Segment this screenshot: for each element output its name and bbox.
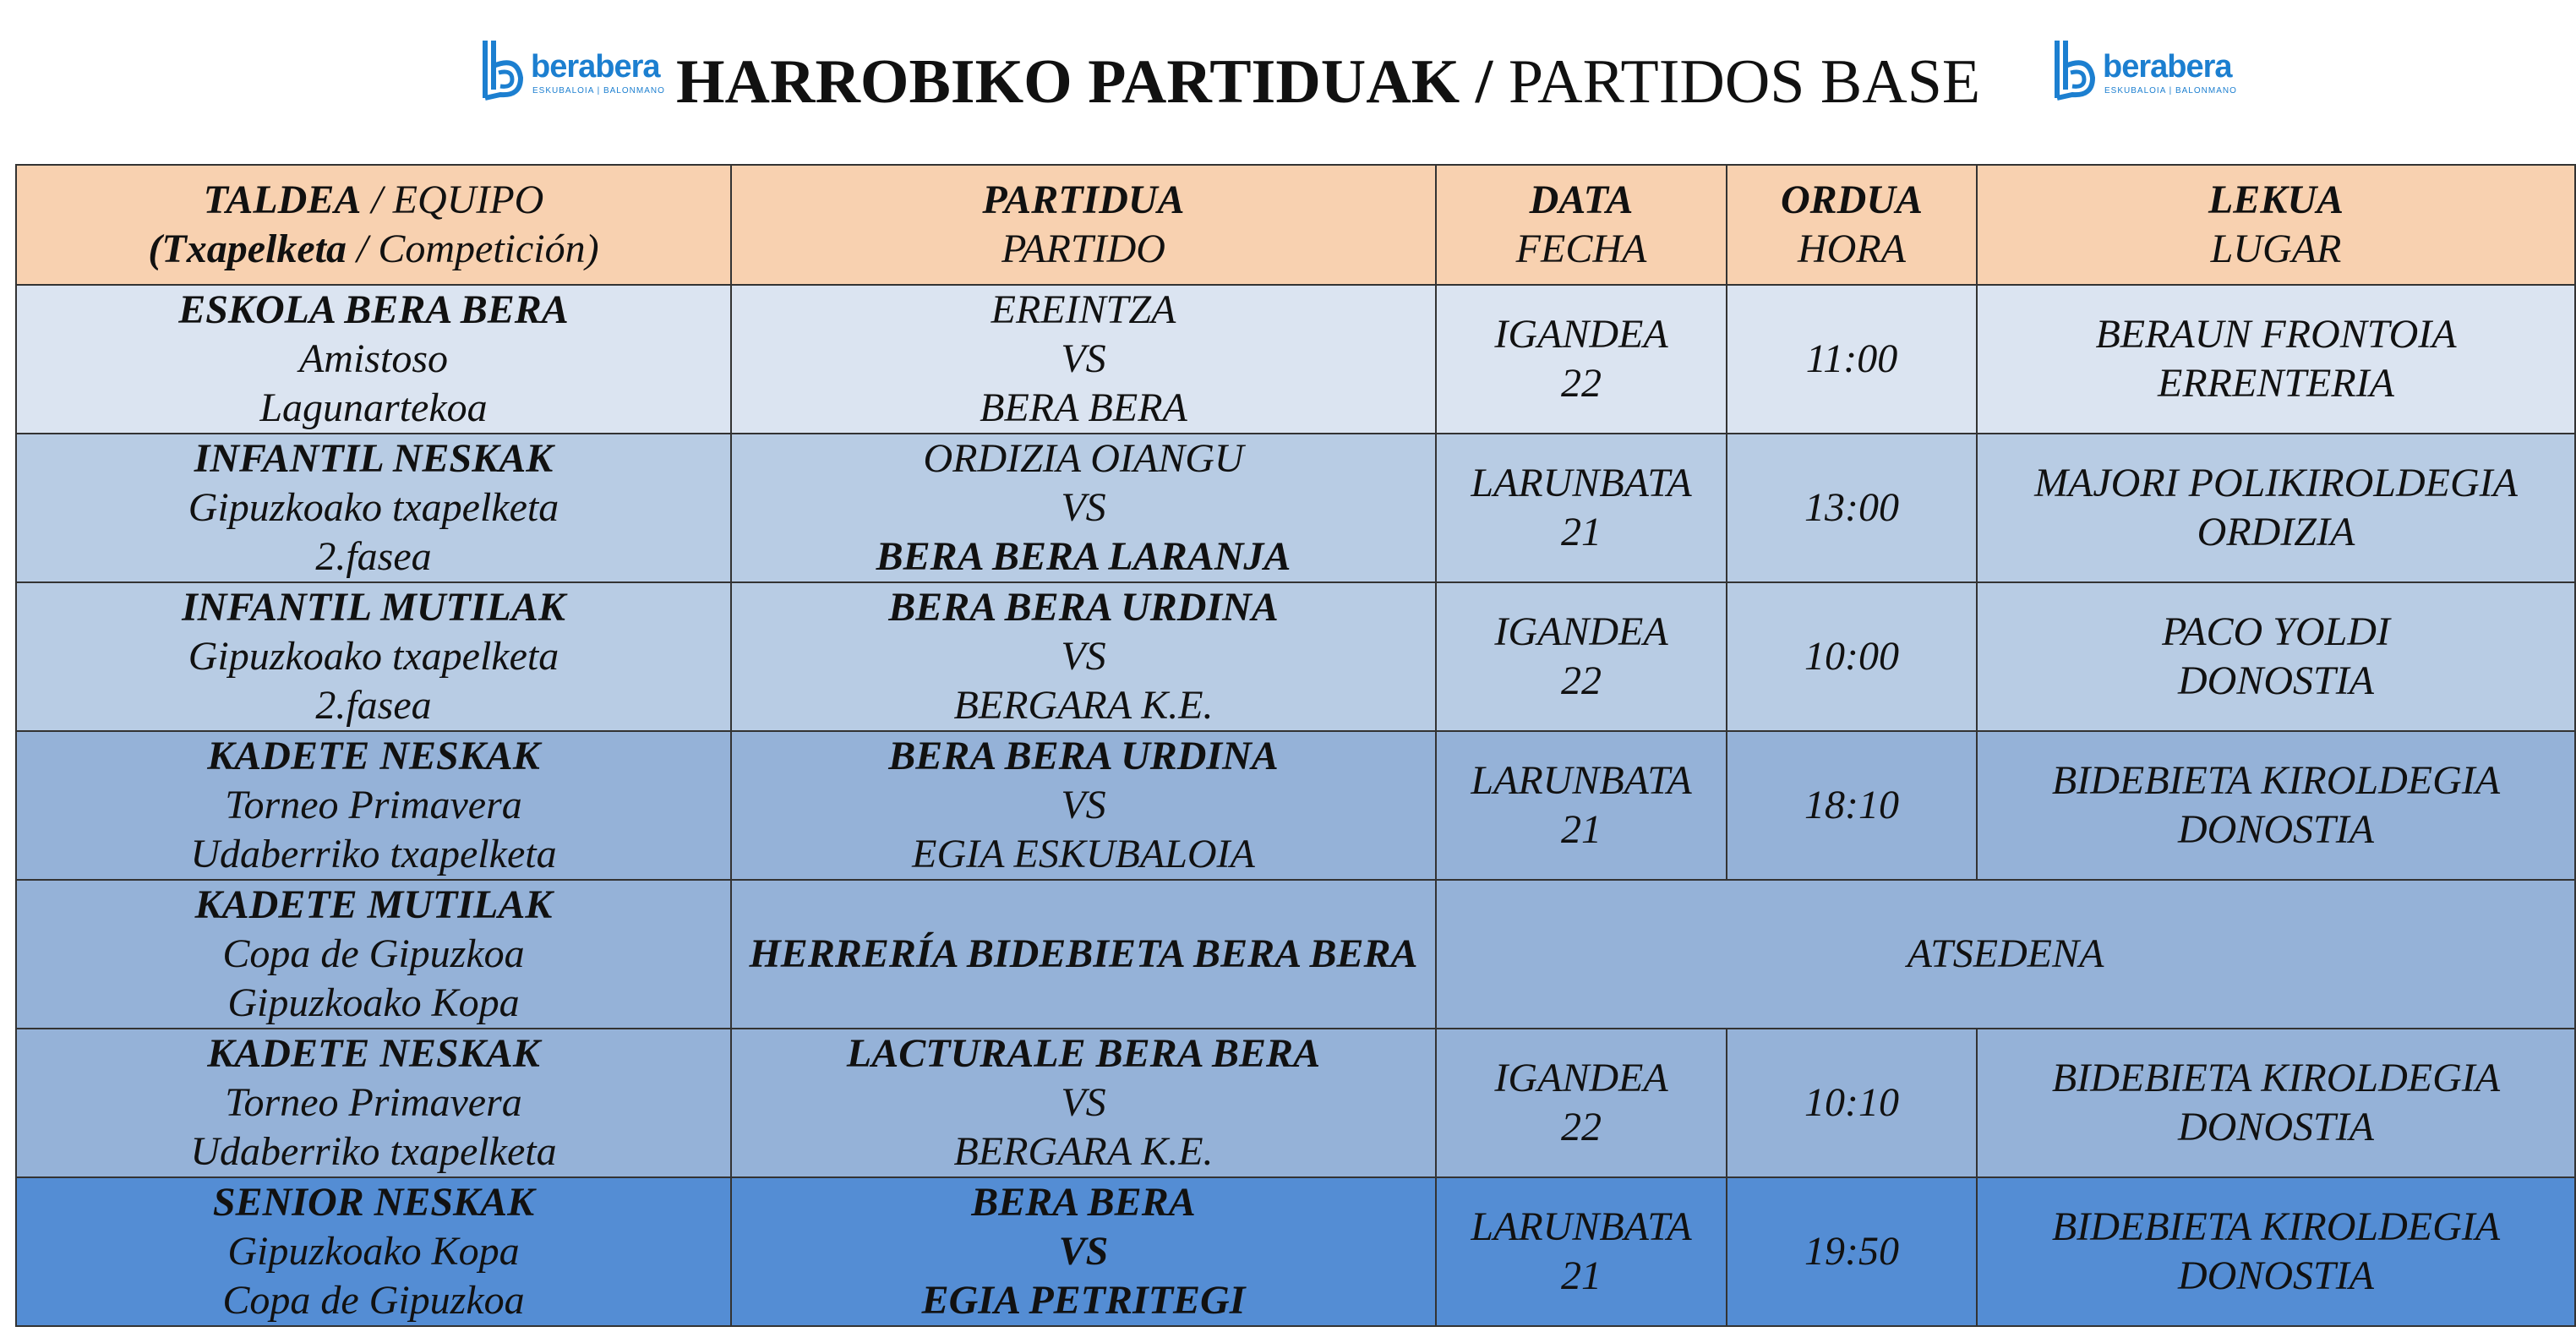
team-cell: ESKOLA BERA BERA Amistoso Lagunartekoa: [16, 285, 731, 434]
team-cell: SENIOR NESKAK Gipuzkoako Kopa Copa de Gipuzkoa: [16, 1177, 731, 1326]
logo-wordmark: berabera: [531, 49, 660, 85]
logo-subtitle: ESKUBALOIA | BALONMANO: [532, 86, 665, 96]
table-row: [16, 434, 2575, 582]
time-cell: 19:50: [1727, 1177, 1977, 1326]
table-row: [16, 731, 2575, 880]
table-row: [16, 880, 2575, 1029]
match-cell: BERA BERA VS EGIA PETRITEGI: [731, 1177, 1436, 1326]
date-cell: IGANDEA 22: [1436, 285, 1727, 434]
page-header: [0, 0, 2576, 161]
berabera-logo-right: [2052, 37, 2237, 101]
match-cell: ORDIZIA OIANGU VS BERA BERA LARANJA: [731, 434, 1436, 582]
table-row: [16, 285, 2575, 434]
header-date: DATA FECHA: [1436, 165, 1727, 285]
date-cell: LARUNBATA 21: [1436, 434, 1727, 582]
table-row: [16, 1177, 2575, 1326]
team-cell: INFANTIL MUTILAK Gipuzkoako txapelketa 2.fasea: [16, 582, 731, 731]
header-place: LEKUA LUGAR: [1977, 165, 2575, 285]
match-cell: LACTURALE BERA BERA VS BERGARA K.E.: [731, 1029, 1436, 1177]
place-cell: BIDEBIETA KIROLDEGIA DONOSTIA: [1977, 731, 2575, 880]
match-cell: HERRERÍA BIDEBIETA BERA BERA: [731, 880, 1436, 1029]
place-cell: PACO YOLDI DONOSTIA: [1977, 582, 2575, 731]
logo-subtitle: ESKUBALOIA | BALONMANO: [2104, 86, 2237, 96]
table-row: [16, 582, 2575, 731]
place-cell: MAJORI POLIKIROLDEGIA ORDIZIA: [1977, 434, 2575, 582]
time-cell: 13:00: [1727, 434, 1977, 582]
place-cell: BIDEBIETA KIROLDEGIA DONOSTIA: [1977, 1029, 2575, 1177]
date-cell: LARUNBATA 21: [1436, 731, 1727, 880]
header-team: TALDEA / EQUIPO (Txapelketa / Competición): [16, 165, 731, 285]
header-match: PARTIDUA PARTIDO: [731, 165, 1436, 285]
logo-wordmark: berabera: [2103, 49, 2232, 85]
header-time: ORDUA HORA: [1727, 165, 1977, 285]
place-cell: BIDEBIETA KIROLDEGIA DONOSTIA: [1977, 1177, 2575, 1326]
time-cell: 10:00: [1727, 582, 1977, 731]
table-header-row: [16, 165, 2575, 285]
berabera-logo-left: [480, 37, 665, 101]
time-cell: 11:00: [1727, 285, 1977, 434]
match-schedule-table: [15, 164, 2576, 1327]
berabera-logo-icon: [480, 37, 529, 101]
place-cell: BERAUN FRONTOIA ERRENTERIA: [1977, 285, 2575, 434]
date-cell: LARUNBATA 21: [1436, 1177, 1727, 1326]
match-cell: BERA BERA URDINA VS BERGARA K.E.: [731, 582, 1436, 731]
title-regular: PARTIDOS BASE: [1493, 47, 1981, 117]
time-cell: 18:10: [1727, 731, 1977, 880]
page-title: [676, 44, 2028, 120]
rest-cell: ATSEDENA: [1436, 880, 2575, 1029]
team-cell: INFANTIL NESKAK Gipuzkoako txapelketa 2.fasea: [16, 434, 731, 582]
date-cell: IGANDEA 22: [1436, 1029, 1727, 1177]
time-cell: 10:10: [1727, 1029, 1977, 1177]
team-cell: KADETE NESKAK Torneo Primavera Udaberriko txapelketa: [16, 1029, 731, 1177]
match-cell: EREINTZA VS BERA BERA: [731, 285, 1436, 434]
table-row: [16, 1029, 2575, 1177]
team-cell: KADETE MUTILAK Copa de Gipuzkoa Gipuzkoako Kopa: [16, 880, 731, 1029]
title-bold: HARROBIKO PARTIDUAK /: [676, 47, 1493, 117]
match-cell: BERA BERA URDINA VS EGIA ESKUBALOIA: [731, 731, 1436, 880]
date-cell: IGANDEA 22: [1436, 582, 1727, 731]
berabera-logo-icon: [2052, 37, 2101, 101]
team-cell: KADETE NESKAK Torneo Primavera Udaberriko txapelketa: [16, 731, 731, 880]
